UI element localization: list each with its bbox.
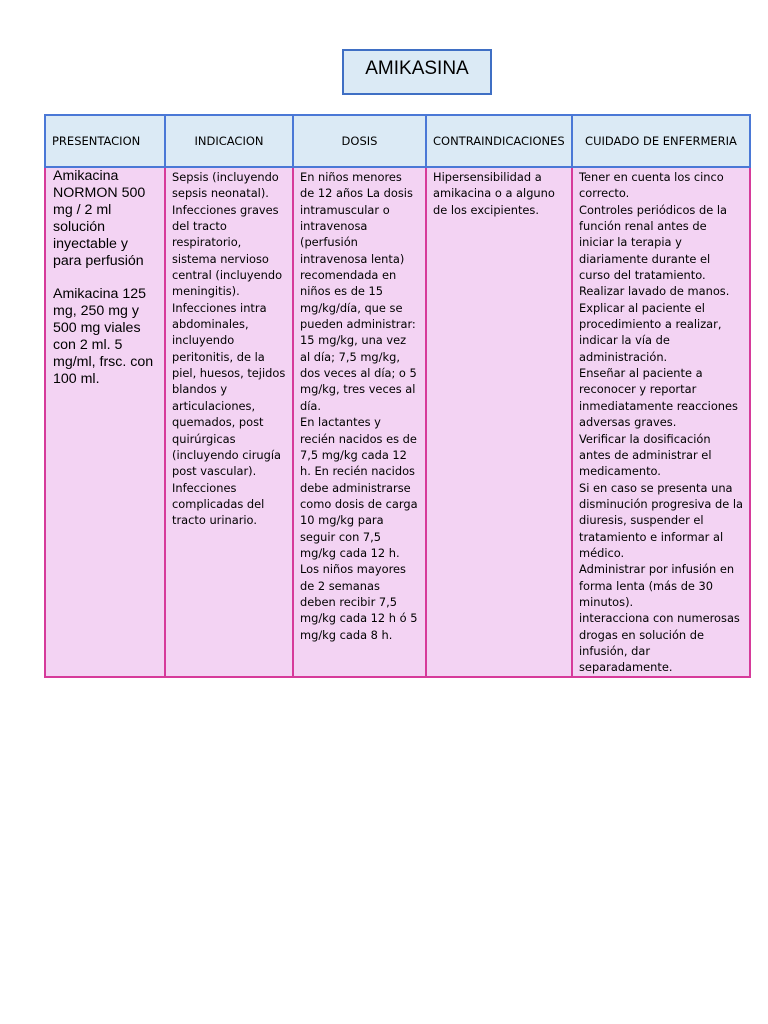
indicacion-text: Sepsis (incluyendo sepsis neonatal). Infecciones graves del tracto respiratorio, sistema nervioso central (incluyendo meningitis). Infecciones intra abdominales, incluyendo peritonitis, de la piel, huesos, tejidos blandos y articulaciones, quemados, post quirúrgicas (incluyendo cirugía post vascular). Infecciones complicadas del tracto urinario. <box>172 170 286 528</box>
cuidado-item: Verificar la dosificación antes de administrar el medicamento. <box>579 431 712 479</box>
cell-indicacion <box>165 167 293 677</box>
cuidado-item: Explicar al paciente el procedimiento a realizar, indicar la vía de administración. <box>579 300 722 364</box>
presentacion-item: Amikacina 125 mg, 250 mg y 500 mg viales con 2 ml. 5 mg/ml, frsc. con 100 ml. <box>53 286 154 387</box>
header-presentacion: PRESENTACION <box>45 115 165 167</box>
table-row <box>45 167 750 677</box>
presentacion-item: Amikacina NORMON 500 mg / 2 ml solución inyectable y para perfusión <box>53 168 146 269</box>
cuidado-item: interacciona con numerosas drogas en solución de infusión, dar separadamente. <box>579 611 740 675</box>
cell-presentacion <box>45 167 165 677</box>
cuidado-item: Enseñar al paciente a reconocer y reportar inmediatamente reacciones adversas graves. <box>579 366 738 430</box>
header-dosis: DOSIS <box>293 115 426 167</box>
header-cuidado: CUIDADO DE ENFERMERIA <box>572 115 750 167</box>
cell-contraindicaciones <box>426 167 572 677</box>
drug-info-table <box>44 114 751 678</box>
cell-cuidado <box>572 167 750 677</box>
cell-dosis <box>293 167 426 677</box>
cuidado-item: Si en caso se presenta una disminución progresiva de la diuresis, suspender el tratamiento e informar al médico. <box>579 480 744 560</box>
cuidado-item: Administrar por infusión en forma lenta (más de 30 minutos). <box>579 562 735 609</box>
table-header-row <box>45 115 750 167</box>
dosis-paragraph: En niños menores de 12 años La dosis intramuscular o intravenosa (perfusión intravenosa lenta) recomendada en niños es de 15 mg/kg/día, que se pueden administrar: 15 mg/kg, una vez al día; 7,5 mg/kg, dos veces al día; o 5 mg/kg, tres veces al día. <box>300 170 417 413</box>
cuidado-item: Tener en cuenta los cinco correcto. <box>579 170 724 201</box>
cuidado-item: Controles periódicos de la función renal antes de iniciar la terapia y diariamente durante el curso del tratamiento. <box>579 202 727 283</box>
cuidado-item: Realizar lavado de manos. <box>579 284 730 299</box>
document-title: AMIKASINA <box>342 49 492 95</box>
header-indicacion: INDICACION <box>165 115 293 167</box>
header-contraindicaciones: CONTRAINDICACIONES <box>426 115 572 167</box>
dosis-paragraph: En lactantes y recién nacidos es de 7,5 mg/kg cada 12 h. En recién nacidos debe administrarse como dosis de carga 10 mg/kg para seguir con 7,5 mg/kg cada 12 h. Los niños mayores de 2 semanas deben recibir 7,5 mg/kg cada 12 h ó 5 mg/kg cada 8 h. <box>300 415 418 642</box>
contraindicaciones-text: Hipersensibilidad a amikacina o a alguno de los excipientes. <box>433 170 555 217</box>
